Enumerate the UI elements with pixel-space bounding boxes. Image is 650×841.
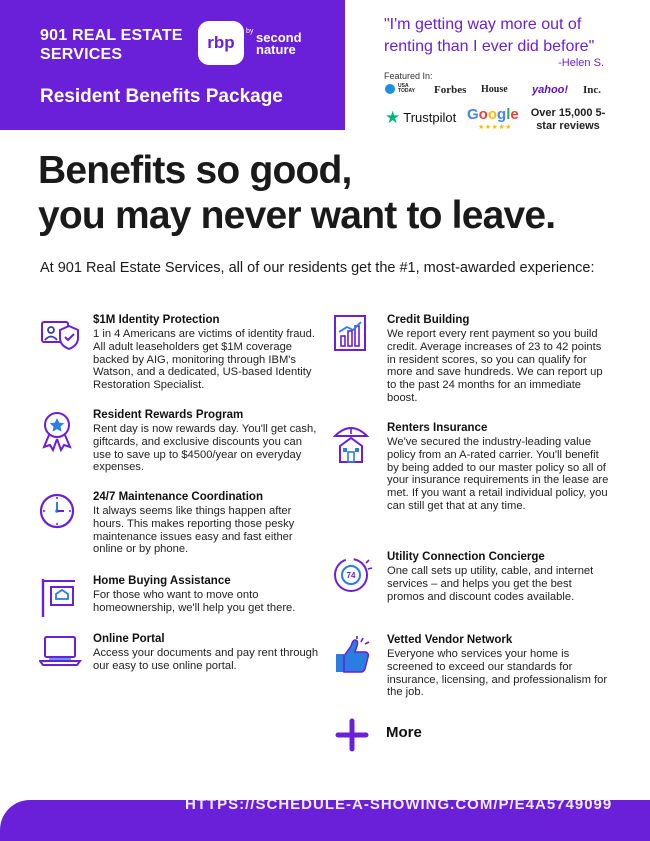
inc-logo: Inc.: [583, 84, 602, 96]
google-letter: G: [467, 106, 479, 123]
featured-in-label: Featured In:: [384, 71, 433, 81]
house-umbrella-icon: [333, 422, 377, 466]
usa-today-text: USA TODAY: [398, 83, 415, 94]
benefit-description: One call sets up utility, cable, and internet services – and helps you get the best promos and discount codes available.: [387, 565, 594, 603]
google-letter: o: [487, 106, 498, 123]
benefit-rewards-program: [93, 409, 323, 474]
home-sign-icon: [39, 575, 83, 619]
benefit-description: For those who want to move onto homeownership, we'll help you get there.: [93, 589, 296, 614]
header-banner: [0, 0, 345, 130]
clock-icon: [39, 491, 83, 535]
benefit-description: Access your documents and pay rent through our easy to use online portal.: [93, 647, 319, 672]
benefit-home-buying: [93, 575, 323, 615]
thermostat-icon: [333, 551, 377, 595]
benefit-identity-protection: [93, 314, 323, 392]
benefit-title: Credit Building: [387, 314, 470, 326]
benefit-title: $1M Identity Protection: [93, 314, 220, 326]
trustpilot-star-icon: ★: [385, 108, 401, 127]
google-letter: e: [510, 106, 519, 123]
headline-line-2: you may never want to leave.: [38, 194, 556, 237]
benefit-description: Everyone who services your home is screened to exceed our standards for insurance, licensing, and professionalism for the job.: [387, 648, 608, 699]
bar-chart-icon: [333, 314, 377, 358]
thumbs-up-icon: [333, 634, 377, 678]
trustpilot-label: Trustpilot: [403, 110, 457, 125]
package-title: Resident Benefits Package: [40, 86, 283, 107]
usa-today-logo: [385, 84, 416, 94]
yahoo-logo: yahoo!: [532, 84, 569, 96]
more-link[interactable]: More: [386, 724, 422, 741]
benefit-description: It always seems like things happen after hours. This makes reporting those pesky maintenance issues easy and fast either online or by phone.: [93, 505, 295, 556]
benefit-vendor-network: [387, 634, 612, 699]
benefit-title: Online Portal: [93, 633, 165, 645]
benefit-credit-building: [387, 314, 612, 405]
google-letter: g: [497, 106, 507, 123]
google-letter: l: [506, 106, 511, 123]
benefit-description: 1 in 4 Americans are victims of identity fraud. All adult leaseholders get $1M coverage backed by AIG, monitoring through IBM's Watson, and a dedicated, US-based Identity Restoration Specialist.: [93, 328, 315, 392]
headline-line-1: Benefits so good,: [38, 149, 352, 192]
benefit-title: Resident Rewards Program: [93, 409, 244, 421]
google-letter: o: [478, 106, 488, 123]
company-name: 901 REAL ESTATE SERVICES: [40, 27, 183, 63]
benefit-utility-concierge: [346, 551, 612, 603]
identity-shield-icon: [39, 314, 83, 358]
benefit-online-portal: [93, 633, 323, 673]
benefit-description: Rent day is now rewards day. You'll get cash, giftcards, and exclusive discounts you can use to save up to $4500/year on everyday expenses.: [93, 423, 317, 474]
google-stars: ★★★★★: [478, 124, 512, 131]
testimonial-quote: "I'm getting way more out of renting than I ever did before": [384, 16, 595, 55]
page-headline: [38, 148, 628, 238]
second-nature-logo: second nature: [256, 30, 302, 57]
usa-today-dot-icon: [385, 84, 395, 94]
forbes-logo: Forbes: [434, 84, 467, 96]
benefit-title: Renters Insurance: [387, 422, 488, 434]
benefit-title: Utility Connection Concierge: [387, 551, 545, 563]
google-logo: [467, 106, 519, 123]
benefit-description: We report every rent payment so you build credit. Average increases of 23 to 42 points in resident scores, so you can qualify for more and save hundreds. We can report up to the past 24 months for an immediate boost.: [387, 328, 603, 404]
house-logo: House: [481, 84, 508, 95]
benefit-renters-insurance: [387, 422, 612, 513]
benefit-title: Home Buying Assistance: [93, 575, 231, 587]
laptop-icon: [39, 633, 83, 677]
svg-text:74: 74: [346, 571, 356, 580]
intro-text: At 901 Real Estate Services, all of our residents get the #1, most-awarded experience:: [40, 260, 595, 276]
benefit-title: 24/7 Maintenance Coordination: [93, 491, 263, 503]
trustpilot-rating: [385, 109, 456, 126]
rbp-logo: rbp: [198, 21, 244, 65]
logo-by-text: by: [246, 28, 254, 35]
benefit-title: Vetted Vendor Network: [387, 634, 513, 646]
footer-url[interactable]: HTTPS://SCHEDULE-A-SHOWING.COM/P/E4A5749099: [185, 796, 613, 813]
benefit-description: We've secured the industry-leading value policy from an A-rated carrier. You'll benefit by being added to our master policy so all of your insurance requirements in the lease are met. If you want a retail individual policy, you can still get that at any time.: [387, 436, 609, 512]
testimonial-author: -Helen S.: [558, 57, 604, 69]
plus-icon[interactable]: [335, 718, 369, 752]
reviews-count: Over 15,000 5-star reviews: [530, 107, 606, 132]
benefit-maintenance: [93, 491, 323, 556]
award-ribbon-icon: [39, 409, 83, 453]
